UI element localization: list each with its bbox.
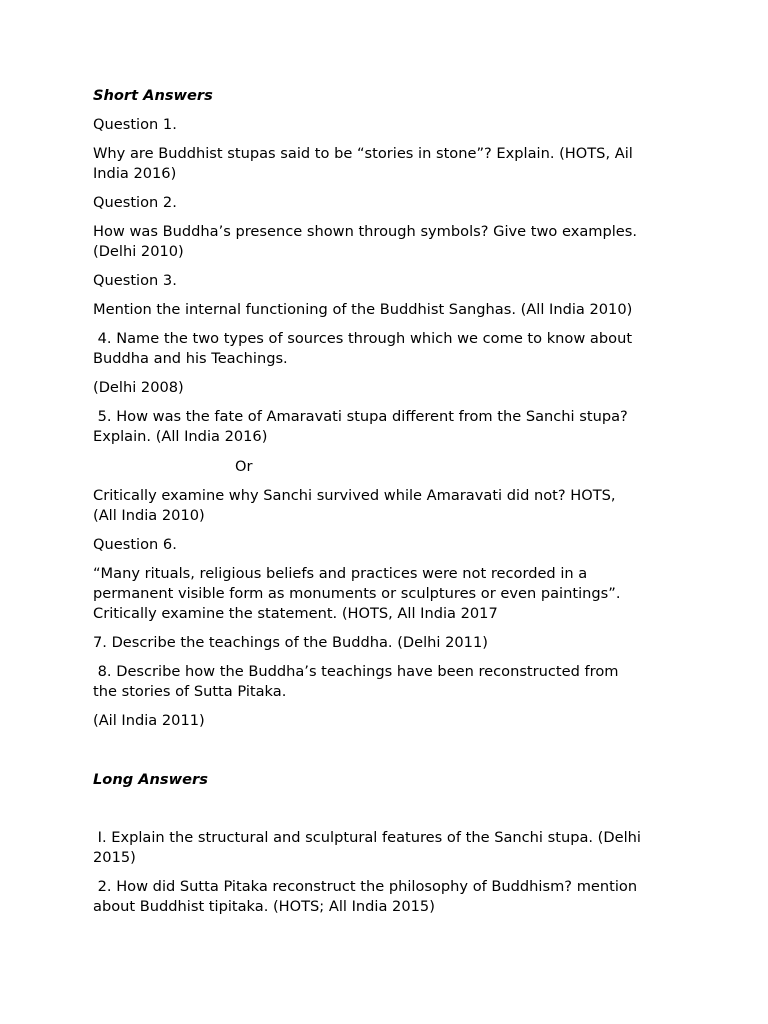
question-5-text: Explain. (All India 2016) <box>93 428 268 445</box>
long-question-1-text: I. Explain the structural and sculptural features of the Sanchi stupa. (Delhi <box>93 829 641 846</box>
question-6-label: Question 6. <box>93 536 177 553</box>
long-answers-heading: Long Answers <box>93 771 208 788</box>
question-4-text: Buddha and his Teachings. <box>93 350 288 367</box>
question-8-source: (Ail India 2011) <box>93 712 205 729</box>
question-5-alt-text: Critically examine why Sanchi survived while Amaravati did not? HOTS, <box>93 487 616 504</box>
question-1-text: India 2016) <box>93 165 177 182</box>
short-answers-heading: Short Answers <box>93 87 213 104</box>
question-6-text: Critically examine the statement. (HOTS, All India 2017 <box>93 605 498 622</box>
question-7-text: 7. Describe the teachings of the Buddha. (Delhi 2011) <box>93 634 488 651</box>
question-5-alt-text: (All India 2010) <box>93 507 205 524</box>
or-separator: Or <box>235 458 253 475</box>
question-3-text: Mention the internal functioning of the Buddhist Sanghas. (All India 2010) <box>93 301 633 318</box>
question-4-text: 4. Name the two types of sources through which we come to know about <box>93 330 633 347</box>
long-question-1-text: 2015) <box>93 849 136 866</box>
question-6-text: permanent visible form as monuments or sculptures or even paintings”. <box>93 585 621 602</box>
question-2-text: How was Buddha’s presence shown through symbols? Give two examples. <box>93 223 638 240</box>
question-6-text: “Many rituals, religious beliefs and practices were not recorded in a <box>93 565 588 582</box>
question-8-text: 8. Describe how the Buddha’s teachings have been reconstructed from <box>93 663 619 680</box>
question-1-label: Question 1. <box>93 116 177 133</box>
question-8-text: the stories of Sutta Pitaka. <box>93 683 287 700</box>
question-2-label: Question 2. <box>93 194 177 211</box>
long-question-2-text: 2. How did Sutta Pitaka reconstruct the philosophy of Buddhism? mention <box>93 878 638 895</box>
question-5-text: 5. How was the fate of Amaravati stupa different from the Sanchi stupa? <box>93 408 628 425</box>
question-2-text: (Delhi 2010) <box>93 243 184 260</box>
question-3-label: Question 3. <box>93 272 177 289</box>
long-question-2-text: about Buddhist tipitaka. (HOTS; All India 2015) <box>93 898 435 915</box>
question-1-text: Why are Buddhist stupas said to be “stories in stone”? Explain. (HOTS, Ail <box>93 145 633 162</box>
question-4-source: (Delhi 2008) <box>93 379 184 396</box>
